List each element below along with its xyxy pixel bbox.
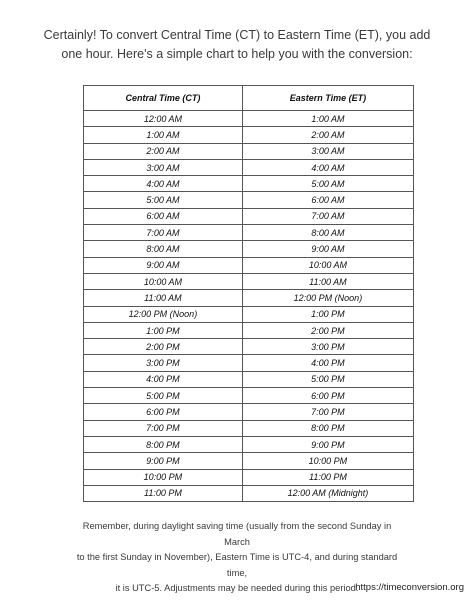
central-time-cell: 8:00 AM — [84, 241, 243, 257]
table-row — [84, 453, 414, 469]
central-time-cell: 12:00 AM — [84, 111, 243, 127]
table-row — [84, 290, 414, 306]
conversion-table — [83, 85, 414, 502]
central-time-cell: 9:00 AM — [84, 257, 243, 273]
table-row — [84, 339, 414, 355]
dst-note — [70, 519, 404, 597]
table-row — [84, 404, 414, 420]
table-row — [84, 159, 414, 175]
eastern-time-cell: 7:00 AM — [242, 208, 413, 224]
central-time-cell: 8:00 PM — [84, 436, 243, 452]
table-row — [84, 176, 414, 192]
central-time-cell: 5:00 PM — [84, 388, 243, 404]
eastern-time-cell: 9:00 AM — [242, 241, 413, 257]
eastern-time-cell: 3:00 PM — [242, 339, 413, 355]
eastern-time-cell: 10:00 AM — [242, 257, 413, 273]
table-row — [84, 388, 414, 404]
eastern-time-cell: 4:00 AM — [242, 159, 413, 175]
column-header-eastern: Eastern Time (ET) — [242, 86, 413, 111]
eastern-time-cell: 5:00 PM — [242, 371, 413, 387]
eastern-time-cell: 7:00 PM — [242, 404, 413, 420]
central-time-cell: 10:00 PM — [84, 469, 243, 485]
central-time-cell: 3:00 PM — [84, 355, 243, 371]
table-row — [84, 273, 414, 289]
eastern-time-cell: 5:00 AM — [242, 176, 413, 192]
eastern-time-cell: 1:00 PM — [242, 306, 413, 322]
eastern-time-cell: 11:00 PM — [242, 469, 413, 485]
table-body — [84, 111, 414, 502]
note-line-2: to the first Sunday in November), Eastern Time is UTC-4, and during standard time, — [76, 552, 398, 578]
eastern-time-cell: 2:00 AM — [242, 127, 413, 143]
footer-url: https://timeconversion.org — [355, 582, 464, 593]
eastern-time-cell: 1:00 AM — [242, 111, 413, 127]
central-time-cell: 2:00 AM — [84, 143, 243, 159]
central-time-cell: 6:00 AM — [84, 208, 243, 224]
eastern-time-cell: 8:00 PM — [242, 420, 413, 436]
intro-paragraph — [40, 26, 434, 64]
table-row — [84, 127, 414, 143]
eastern-time-cell: 4:00 PM — [242, 355, 413, 371]
table-row — [84, 436, 414, 452]
eastern-time-cell: 12:00 AM (Midnight) — [242, 485, 413, 501]
central-time-cell: 5:00 AM — [84, 192, 243, 208]
eastern-time-cell: 2:00 PM — [242, 322, 413, 338]
intro-line-1: Certainly! To convert Central Time (CT) to Eastern Time (ET), you add — [43, 28, 431, 42]
central-time-cell: 3:00 AM — [84, 159, 243, 175]
note-line-1: Remember, during daylight saving time (usually from the second Sunday in March — [82, 521, 392, 547]
central-time-cell: 7:00 AM — [84, 225, 243, 241]
column-header-central: Central Time (CT) — [84, 86, 243, 111]
table-row — [84, 111, 414, 127]
table-row — [84, 371, 414, 387]
eastern-time-cell: 10:00 PM — [242, 453, 413, 469]
eastern-time-cell: 6:00 AM — [242, 192, 413, 208]
central-time-cell: 11:00 AM — [84, 290, 243, 306]
table-row — [84, 143, 414, 159]
table-row — [84, 306, 414, 322]
eastern-time-cell: 11:00 AM — [242, 273, 413, 289]
table-row — [84, 469, 414, 485]
table-row — [84, 241, 414, 257]
eastern-time-cell: 9:00 PM — [242, 436, 413, 452]
eastern-time-cell: 6:00 PM — [242, 388, 413, 404]
table-row — [84, 225, 414, 241]
table-row — [84, 192, 414, 208]
table-row — [84, 420, 414, 436]
table-row — [84, 485, 414, 501]
intro-line-2: one hour. Here's a simple chart to help you with the conversion: — [61, 47, 413, 61]
central-time-cell: 10:00 AM — [84, 273, 243, 289]
eastern-time-cell: 8:00 AM — [242, 225, 413, 241]
note-line-3: it is UTC-5. Adjustments may be needed during this period. — [115, 583, 359, 593]
eastern-time-cell: 12:00 PM (Noon) — [242, 290, 413, 306]
table-row — [84, 257, 414, 273]
central-time-cell: 9:00 PM — [84, 453, 243, 469]
central-time-cell: 2:00 PM — [84, 339, 243, 355]
central-time-cell: 6:00 PM — [84, 404, 243, 420]
table-row — [84, 355, 414, 371]
central-time-cell: 11:00 PM — [84, 485, 243, 501]
central-time-cell: 12:00 PM (Noon) — [84, 306, 243, 322]
table-row — [84, 322, 414, 338]
table-row — [84, 208, 414, 224]
central-time-cell: 4:00 PM — [84, 371, 243, 387]
eastern-time-cell: 3:00 AM — [242, 143, 413, 159]
table-header-row — [84, 86, 414, 111]
central-time-cell: 1:00 AM — [84, 127, 243, 143]
central-time-cell: 1:00 PM — [84, 322, 243, 338]
central-time-cell: 4:00 AM — [84, 176, 243, 192]
conversion-table-container — [83, 85, 414, 502]
central-time-cell: 7:00 PM — [84, 420, 243, 436]
